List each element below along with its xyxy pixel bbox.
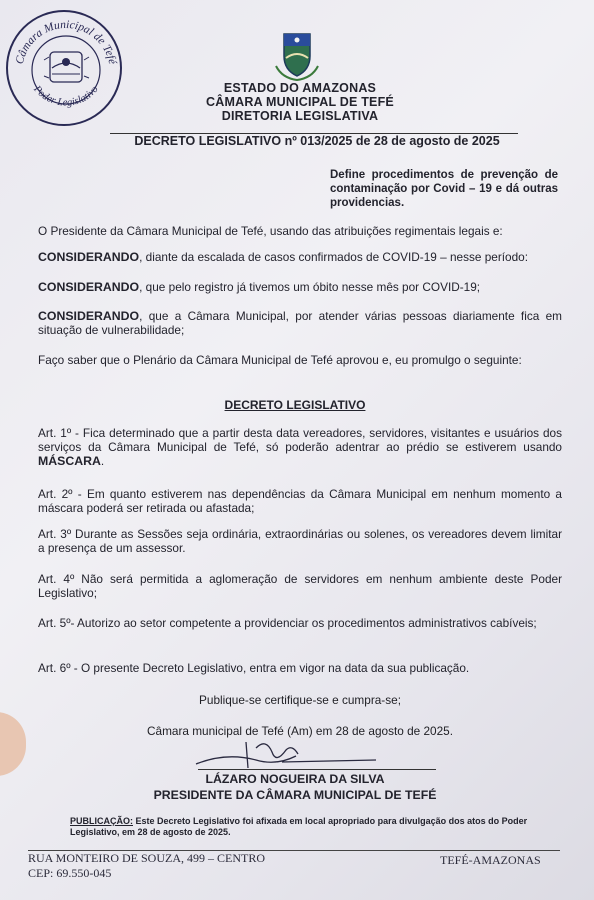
publication-text: Este Decreto Legislativo foi afixada em local apropriado para divulgação dos atos do Poder Legislativo, em 28 de agosto de 2025. <box>70 816 528 837</box>
publication-label: PUBLICAÇÃO: <box>70 816 133 826</box>
considering-1 <box>38 250 562 264</box>
article-1-end: . <box>100 454 105 468</box>
signature-line <box>198 769 436 770</box>
handwritten-signature <box>186 734 386 774</box>
article-6: Art. 6º - O presente Decreto Legislativo, entra em vigor na data da sua publicação. <box>38 661 470 675</box>
considering-keyword: CONSIDERANDO <box>38 309 140 323</box>
stamp-top-text: Câmara Municipal de Tefé <box>13 18 119 66</box>
section-title: DECRETO LEGISLATIVO <box>224 398 366 412</box>
article-2: Art. 2º - Em quanto estiverem nas dependências da Câmara Municipal em nenhum momento a máscara poderá ser retirada ou afastada; <box>38 487 562 515</box>
header-chamber: CÂMARA MUNICIPAL DE TEFÉ <box>206 95 394 109</box>
considering-text: , que a Câmara Municipal, por atender várias pessoas diariamente fica em situação de vulnerabilidade; <box>38 309 562 337</box>
thumb <box>0 712 26 776</box>
considering-text: , diante da escalada de casos confirmados de COVID-19 – nesse período: <box>139 250 528 264</box>
footer-address: RUA MONTEIRO DE SOUZA, 499 – CENTRO <box>28 851 265 865</box>
decree-summary: Define procedimentos de prevenção de contaminação por Covid – 19 e dá outras providencias. <box>330 169 558 209</box>
considering-2 <box>38 280 562 294</box>
publication-note <box>70 816 570 838</box>
header-directorate: DIRETORIA LEGISLATIVA <box>221 109 379 123</box>
decree-title: DECRETO LEGISLATIVO nº 013/2025 de 28 de agosto de 2025 <box>134 134 500 148</box>
article-1-emphasis: MÁSCARA <box>38 454 101 468</box>
article-1-text: Art. 1º - Fica determinado que a partir desta data vereadores, servidores, visitantes e usuários dos serviços da Câmara Municipal de Tefé, só poderão adentrar ao prédio se estiverem usando <box>38 426 562 454</box>
article-4: Art. 4º Não será permitida a aglomeração de servidores em nenhum ambiente deste Poder Legislativo; <box>38 572 562 600</box>
stamp-bottom-text: Poder Legislativo <box>31 83 101 109</box>
footer-cep: CEP: 69.550-045 <box>28 866 112 880</box>
header-state: ESTADO DO AMAZONAS <box>223 81 377 95</box>
municipal-stamp <box>6 10 122 126</box>
considering-text: , que pelo registro já tivemos um óbito nesse mês por COVID-19; <box>139 280 481 294</box>
enactment-clause: Faço saber que o Plenário da Câmara Municipal de Tefé aprovou e, eu promulgo o seguinte: <box>38 353 522 367</box>
preamble-intro: O Presidente da Câmara Municipal de Tefé, usando das atribuições regimentais legais e: <box>38 224 503 238</box>
article-5: Art. 5º- Autorizo ao setor competente a providenciar os procedimentos administrativos cabíveis; <box>38 616 537 630</box>
publish-clause: Publique-se certifique-se e cumpra-se; <box>199 693 401 707</box>
footer-city: TEFÉ-AMAZONAS <box>440 853 541 867</box>
considering-keyword: CONSIDERANDO <box>38 250 140 264</box>
article-3: Art. 3º Durante as Sessões seja ordinária, extraordinárias ou solenes, os vereadores devem limitar a presença de um assessor. <box>38 527 562 555</box>
signatory-name: LÁZARO NOGUEIRA DA SILVA <box>205 772 385 786</box>
place-date: Câmara municipal de Tefé (Am) em 28 de agosto de 2025. <box>146 724 454 738</box>
state-crest-icon <box>272 28 322 82</box>
considering-keyword: CONSIDERANDO <box>38 280 140 294</box>
article-1 <box>38 426 562 468</box>
stamp-graphic <box>8 12 124 128</box>
considering-3 <box>38 309 562 337</box>
signatory-role: PRESIDENTE DA CÂMARA MUNICIPAL DE TEFÉ <box>153 788 437 802</box>
